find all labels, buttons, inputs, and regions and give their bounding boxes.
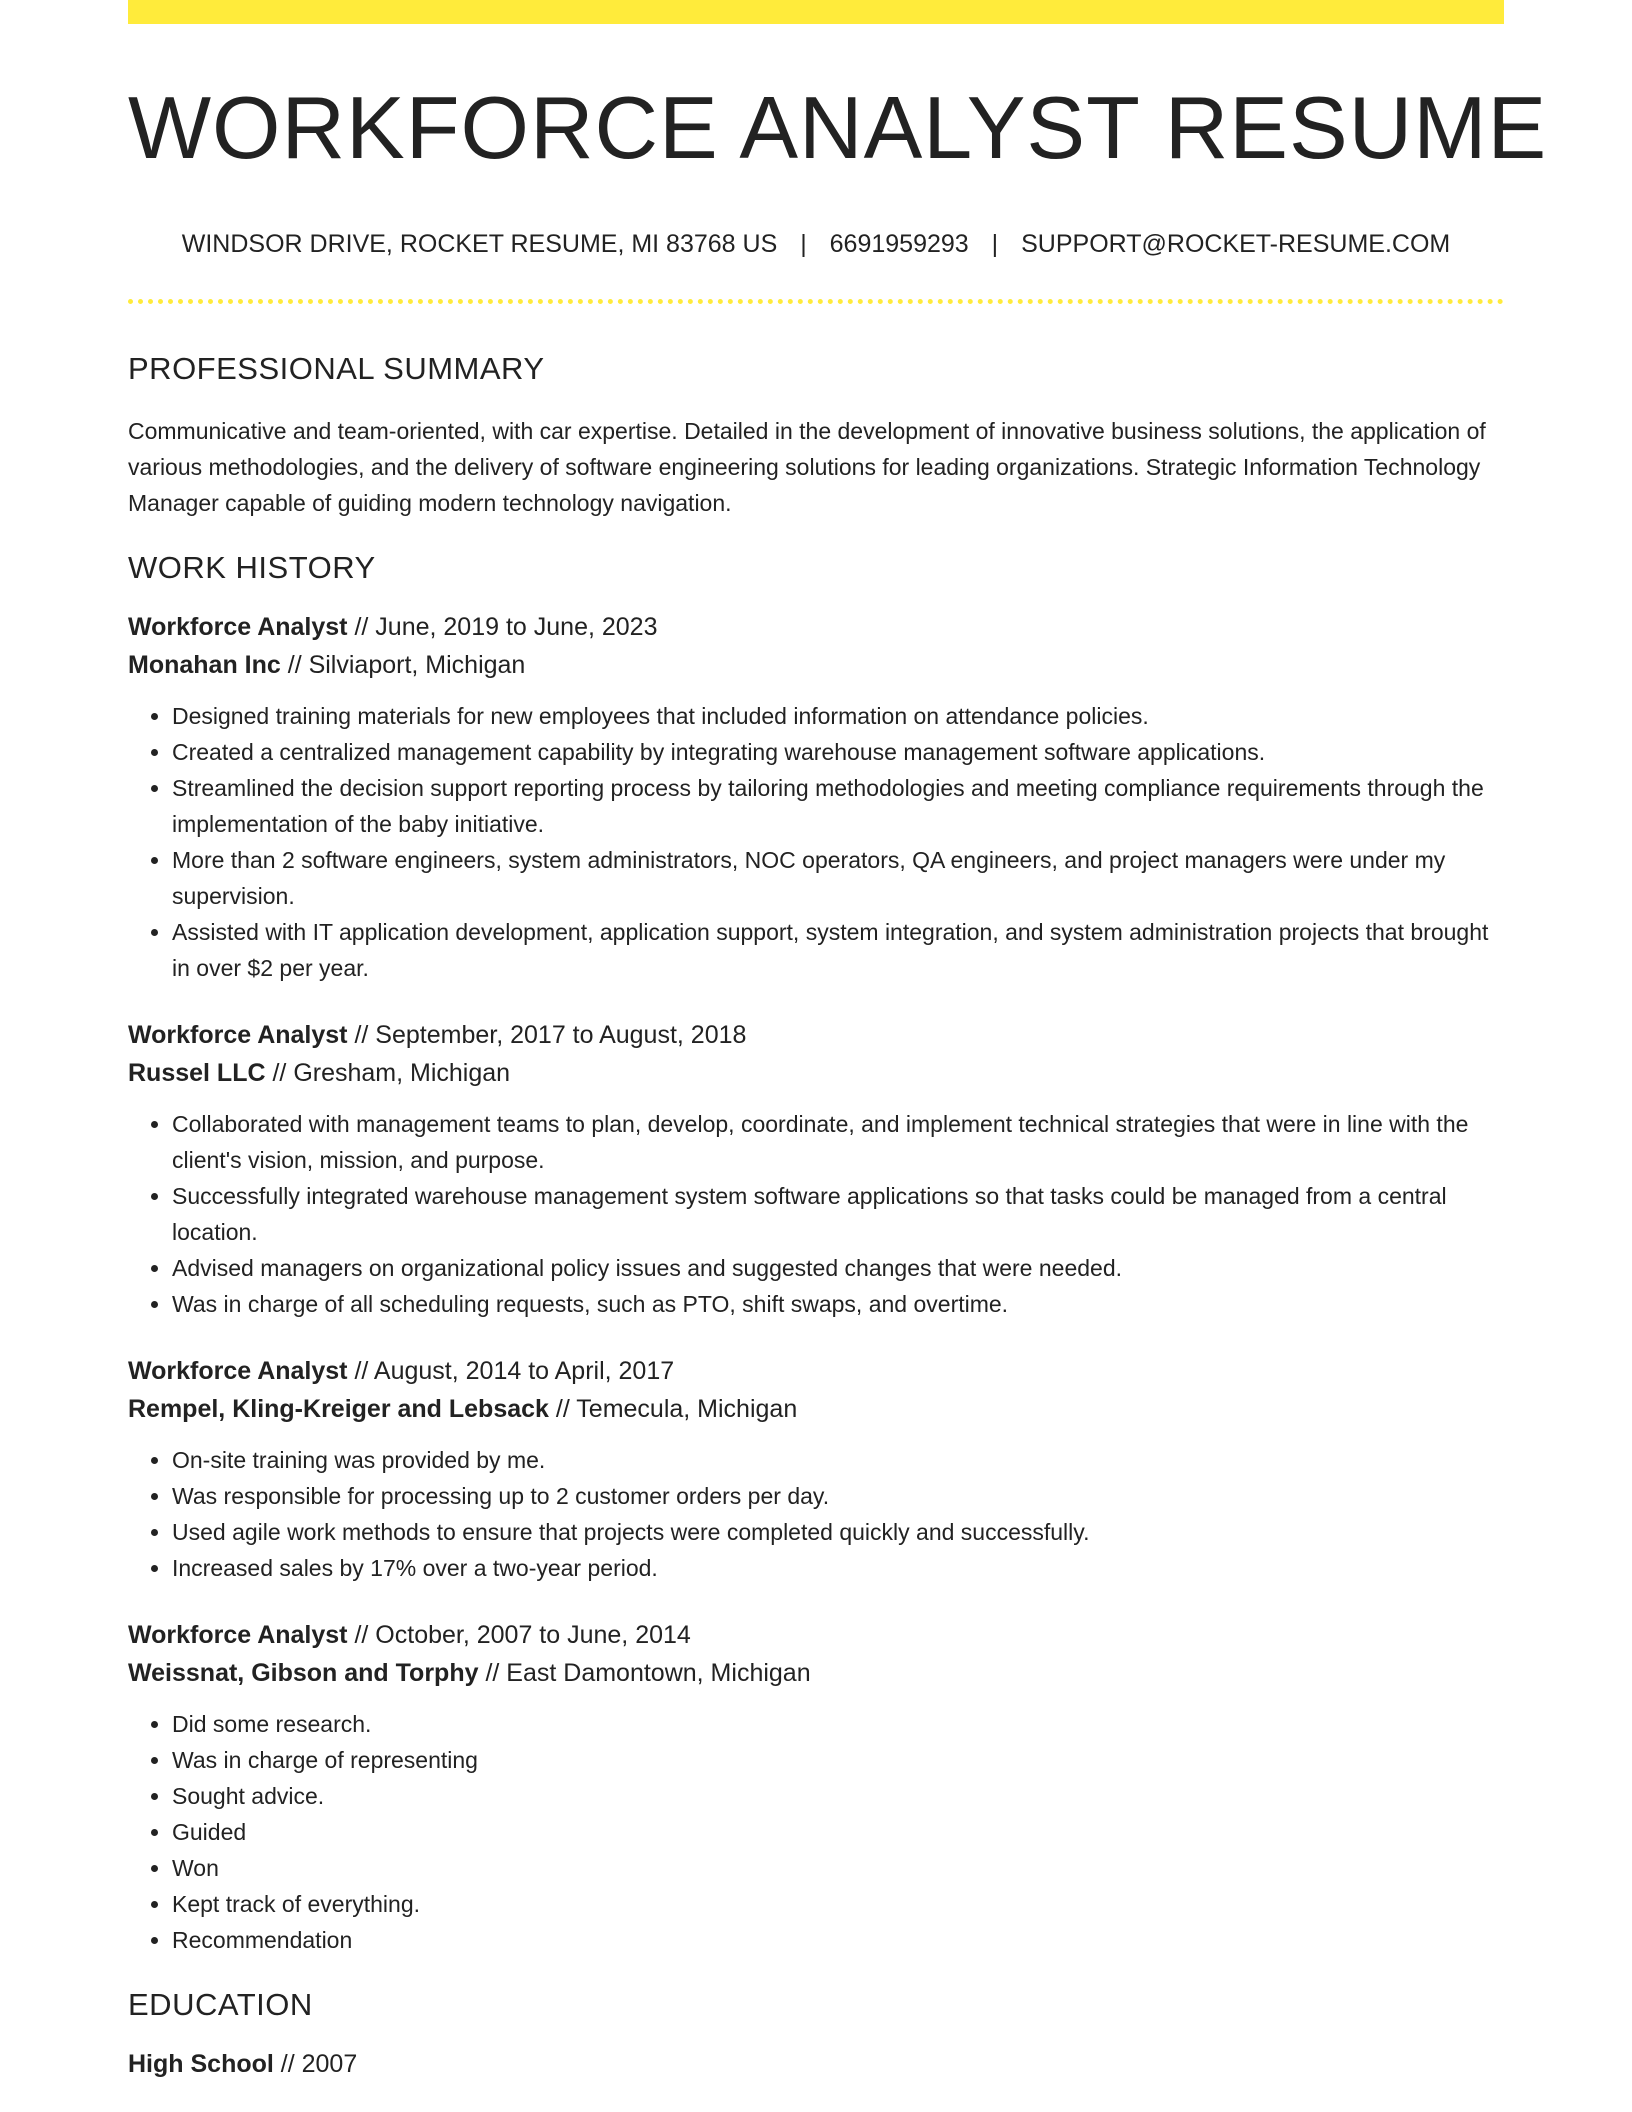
- job-dates: // September, 2017 to August, 2018: [347, 1021, 747, 1050]
- contact-email: SUPPORT@ROCKET-RESUME.COM: [1021, 229, 1451, 258]
- job-bullet: • Created a centralized management capability by integrating warehouse management software applications.: [172, 734, 1504, 770]
- job-location: // East Damontown, Michigan: [478, 1659, 811, 1688]
- job-bullet: • Increased sales by 17% over a two-year period.: [172, 1550, 1504, 1586]
- job-title: Workforce Analyst: [128, 1621, 348, 1650]
- job-bullet: • Streamlined the decision support reporting process by tailoring methodologies and meeting compliance requirements through the implementation of the baby initiative.: [172, 770, 1504, 842]
- resume-title: WORKFORCE ANALYST RESUME: [128, 78, 1548, 177]
- education-year: // 2007: [273, 2050, 358, 2079]
- job-company-line: [128, 1054, 1504, 1092]
- job-dates: // June, 2019 to June, 2023: [347, 613, 658, 642]
- job-bullet: • Collaborated with management teams to plan, develop, coordinate, and implement technical strategies that were in line with the client's vision, mission, and purpose.: [172, 1106, 1504, 1178]
- job-bullet: • More than 2 software engineers, system administrators, NOC operators, QA engineers, and project managers were under my supervision.: [172, 842, 1504, 914]
- job-bullet-list: [128, 698, 1504, 986]
- summary-text: Communicative and team-oriented, with car expertise. Detailed in the development of innovative business solutions, the application of various methodologies, and the delivery of software engineering solutions for leading organizations. Strategic Information Technology Manager capable of guiding modern technology navigation.: [128, 417, 1486, 516]
- job-dates: // August, 2014 to April, 2017: [347, 1357, 675, 1386]
- job-company-line: [128, 646, 1504, 684]
- dotted-divider: [128, 299, 1504, 304]
- job-dates: // October, 2007 to June, 2014: [347, 1621, 691, 1650]
- contact-phone: 6691959293: [829, 229, 969, 258]
- job-bullet: • Did some research.: [172, 1706, 1504, 1742]
- job-company: Rempel, Kling-Kreiger and Lebsack: [128, 1395, 549, 1424]
- work-history-heading: WORK HISTORY: [128, 549, 376, 585]
- job-bullet-list: [128, 1442, 1504, 1586]
- job-company: Russel LLC: [128, 1059, 266, 1088]
- job-bullet: • Was in charge of representing: [172, 1742, 1504, 1778]
- job-location: // Gresham, Michigan: [265, 1059, 511, 1088]
- job-title-line: [128, 608, 1504, 646]
- job-title-line: [128, 1352, 1504, 1390]
- job-company: Weissnat, Gibson and Torphy: [128, 1659, 479, 1688]
- job-title: Workforce Analyst: [128, 1021, 348, 1050]
- education-school: High School: [128, 2050, 274, 2079]
- job-bullet: • Assisted with IT application development, application support, system integration, and system administration projects that brought in over $2 per year.: [172, 914, 1504, 986]
- job-bullet: • Designed training materials for new employees that included information on attendance policies.: [172, 698, 1504, 734]
- job-bullet-list: [128, 1706, 1504, 1958]
- job-bullet: • Recommendation: [172, 1922, 1504, 1958]
- job-location: // Silviaport, Michigan: [280, 651, 526, 680]
- work-history-list: [128, 608, 1504, 1958]
- job-bullet: • Successfully integrated warehouse management system software applications so that tasks could be managed from a central location.: [172, 1178, 1504, 1250]
- resume-page: [128, 0, 1548, 2083]
- contact-address: WINDSOR DRIVE, ROCKET RESUME, MI 83768 US: [181, 229, 778, 258]
- job-bullet: • Kept track of everything.: [172, 1886, 1504, 1922]
- job-bullet: • Sought advice.: [172, 1778, 1504, 1814]
- job-entry: [128, 1616, 1504, 1958]
- education-heading: EDUCATION: [128, 1987, 313, 2023]
- job-entry: [128, 1016, 1504, 1322]
- contact-separator: |: [991, 229, 999, 258]
- job-bullet: • Was in charge of all scheduling requests, such as PTO, shift swaps, and overtime.: [172, 1286, 1504, 1322]
- job-title: Workforce Analyst: [128, 613, 348, 642]
- job-entry: [128, 608, 1504, 986]
- education-entry: [128, 2045, 1504, 2083]
- job-bullet-list: [128, 1106, 1504, 1322]
- contact-separator: |: [800, 229, 807, 258]
- job-entry: [128, 1352, 1504, 1586]
- job-bullet: • Guided: [172, 1814, 1504, 1850]
- job-bullet: • Won: [172, 1850, 1504, 1886]
- job-title-line: [128, 1016, 1504, 1054]
- accent-top-bar: [128, 0, 1504, 24]
- job-company: Monahan Inc: [128, 651, 281, 680]
- job-bullet: • Used agile work methods to ensure that projects were completed quickly and successfully.: [172, 1514, 1504, 1550]
- job-bullet: • Was responsible for processing up to 2 customer orders per day.: [172, 1478, 1504, 1514]
- summary-heading: PROFESSIONAL SUMMARY: [128, 350, 545, 386]
- job-bullet: • On-site training was provided by me.: [172, 1442, 1504, 1478]
- job-bullet: • Advised managers on organizational policy issues and suggested changes that were needed.: [172, 1250, 1504, 1286]
- job-title-line: [128, 1616, 1504, 1654]
- job-location: // Temecula, Michigan: [548, 1395, 798, 1424]
- job-title: Workforce Analyst: [128, 1357, 348, 1386]
- job-company-line: [128, 1390, 1504, 1428]
- job-company-line: [128, 1654, 1504, 1692]
- contact-line: [128, 229, 1504, 259]
